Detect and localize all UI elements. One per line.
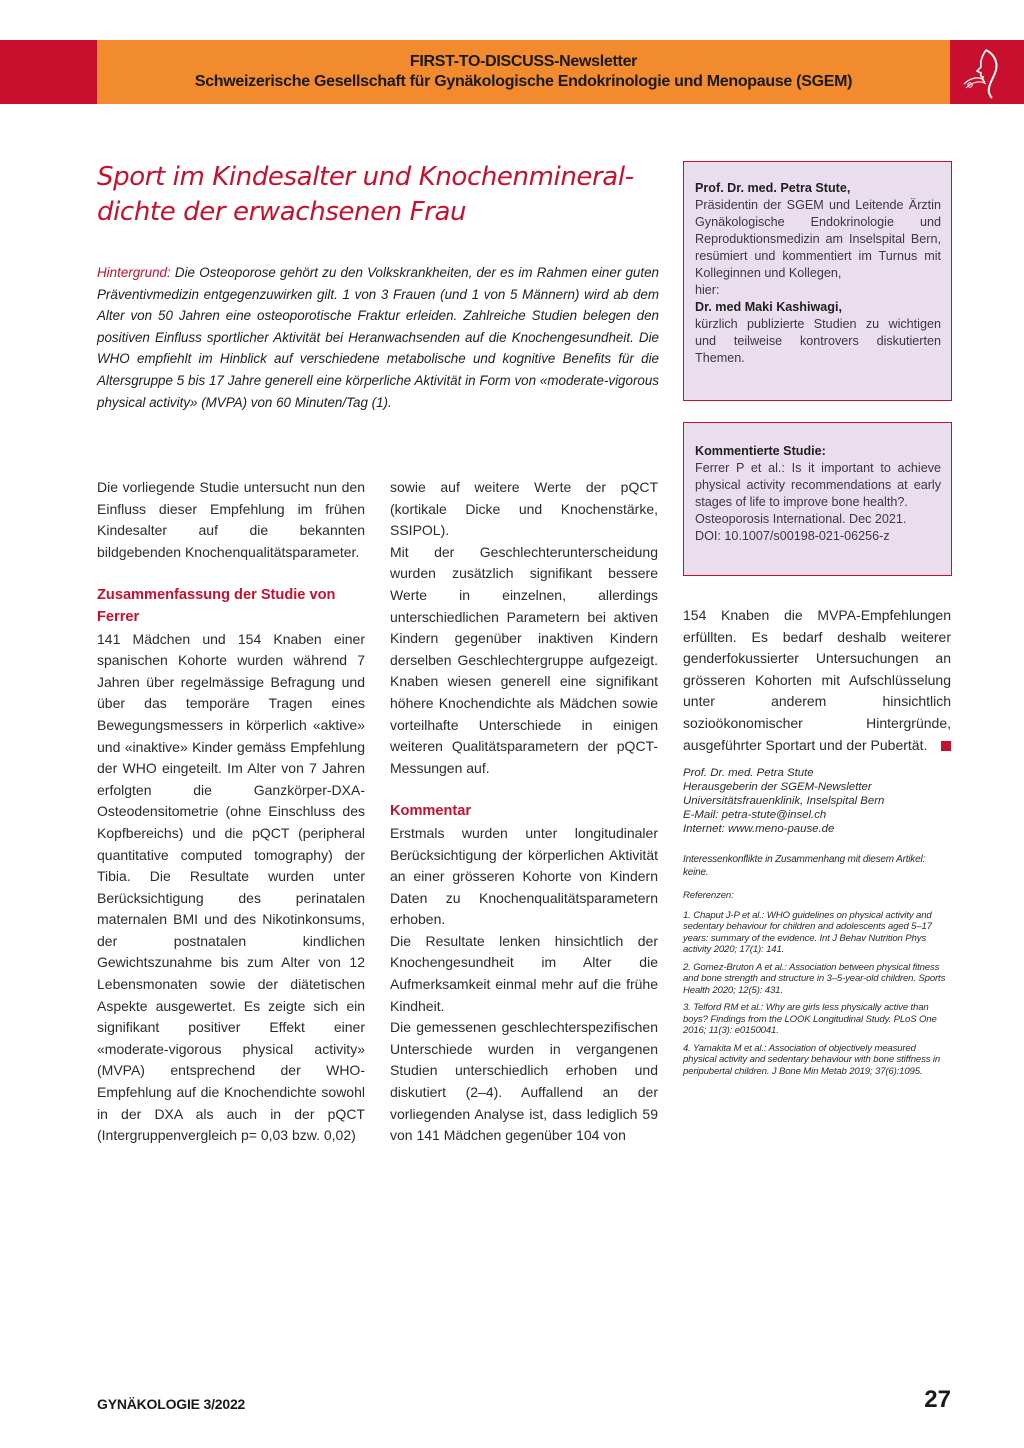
author-block	[683, 766, 951, 836]
body-paragraph	[683, 605, 951, 756]
intro-text: Die Osteoporose gehört zu den Volkskrankheiten, der es im Rahmen einer guten Präventivmedizin entgegenzuwirken gilt. 1 von 3 Frauen (und 1 von 5 Männern) wird ab dem Alter von 50 Jahren eine osteoporotische Fraktur erleiden. Zahlreiche Studien belegen den positiven Einfluss sportlicher Aktivität bei Heranwachsenden auf die Knochengesundheit. Die WHO empfiehlt im Hinblick auf verschiedene metabolische und kognitive Benefits für die Altersgruppe 5 bis 17 Jahre generell eine körperliche Aktivität in Form von «moderate-vigorous physical activity» (MVPA) von 60 Minuten/Tag (1).	[97, 265, 659, 410]
section-heading-summary: Zusammenfassung der Studie von Ferrer	[97, 587, 336, 625]
author-role: Herausgeberin der SGEM-Newsletter	[683, 781, 872, 793]
editor-description: Präsidentin der SGEM und Leitende Ärztin Gynäkologische Endokrinologie und Reproduktionsmedizin am Inselspital Bern, resümiert und kommentiert im Turnus mit Kolleginnen und Kollegen,	[695, 198, 941, 280]
editor-info-box	[683, 161, 952, 401]
intro-paragraph	[97, 262, 659, 413]
author-affiliation: Universitätsfrauenklinik, Inselspital Bern	[683, 795, 885, 807]
body-paragraph: Erstmals wurden unter longitudinaler Berücksichtigung der körperlichen Aktivität an einer grösseren Kohorte von Kindern Daten zu Knochenqualitätsparametern erhoben.	[390, 824, 658, 928]
commented-study-heading: Kommentierte Studie:	[695, 444, 826, 458]
reference-item: 4. Yamakita M et al.: Association of objectively measured physical activity and sedentary behaviour with bone stiffness in peripubertal children. J Bone Min Metab 2019; 37(6):1095.	[683, 1042, 941, 1077]
author-email[interactable]: E-Mail: petra-stute@insel.ch	[683, 809, 827, 821]
body-paragraph: Die gemessenen geschlechterspezifischen Unterschiede wurden in vergangenen Studien unterschiedlich erhoben und diskutiert (2–4). Auffallend an der vorliegenden Analyse ist, dass lediglich 59 von 141 Mädchen gegenüber 104 von	[390, 1019, 658, 1144]
author-name: Prof. Dr. med. Petra Stute	[683, 767, 814, 779]
body-paragraph: Die Resultate lenken hinsichtlich der Knochengesundheit im Alter die Aufmerksamkeit einmal mehr auf die frühe Kindheit.	[390, 932, 658, 1014]
body-paragraph-text: 154 Knaben die MVPA-Empfehlungen erfüllten. Es bedarf deshalb weiterer genderfokussierter Untersuchungen an grösseren Kohorten mit Aufschlüsselung unter anderem hinsichtlich sozioökonomischer Hintergründe, ausgeführter Sportart und der Pubertät.	[683, 607, 951, 753]
body-column-1	[97, 477, 365, 1147]
body-column-3	[683, 605, 951, 756]
body-paragraph: sowie auf weitere Werte der pQCT (kortikale Dicke und Knochenstärke, SSIPOL).	[390, 479, 658, 539]
end-of-article-square-icon	[941, 741, 951, 751]
author-website[interactable]: Internet: www.meno-pause.de	[683, 823, 835, 835]
body-column-2	[390, 477, 658, 1147]
study-journal: Osteoporosis International. Dec 2021.	[695, 512, 907, 526]
newsletter-name: FIRST-TO-DISCUSS-Newsletter	[409, 53, 638, 70]
study-doi[interactable]: DOI: 10.1007/s00198-021-06256-z	[695, 529, 890, 543]
society-name: Schweizerische Gesellschaft für Gynäkologische Endokrinologie und Menopause (SGEM)	[194, 73, 853, 90]
reference-item: 1. Chaput J-P et al.: WHO guidelines on physical activity and sedentary behaviour for children and adolescents aged 5–17 years: summary of the evidence. Int J Behav Nutrition Phys activity 2020; 17(1): 141.	[683, 909, 932, 955]
journal-issue: GYNÄKOLOGIE 3/2022	[97, 1396, 246, 1412]
references	[683, 890, 951, 1083]
references-heading: Referenzen:	[683, 890, 734, 901]
body-paragraph: 141 Mädchen und 154 Knaben einer spanischen Kohorte wurden während 7 Jahren über regelmässige Befragung und über das temporäre Tragen eines Bewegungsmessers in körperlich «aktive» und «inaktive» Kinder gemäss Empfehlung der WHO eingeteilt. Im Alter von 7 Jahren erfolgten die Ganzkörper-DXA-Osteodensitometrie (ohne Einschluss des Kopfbereichs) und die pQCT (peripheral quantitative computed tomography) der Tibia. Die Resultate wurden unter Berücksichtigung des perinatalen maternalen BMI und des Nikotinkonsums, der postnatalen kindlichen Gewichtszunahme bis zum Alter von 12 Lebensmonaten sowie der diätetischen Aspekte ausgewertet. Es zeigte sich ein signifikant positiver Effekt einer «moderate-vigorous physical activity» (MVPA) entsprechend der WHO-Empfehlung auf die Knochendichte sowohl in der DXA als auch in der pQCT (Intergruppenvergleich p= 0,03 bzw. 0,02)	[97, 630, 365, 1144]
newsletter-header	[97, 52, 950, 92]
editor-name: Prof. Dr. med. Petra Stute,	[695, 181, 851, 195]
reference-item: 3. Telford RM et al.: Why are girls less physically active than boys? Findings from the LOOK Longitudinal Study. PLoS One 2016; 11(3): e0150041.	[683, 1002, 937, 1036]
body-paragraph: Die vorliegende Studie untersucht nun den Einfluss dieser Empfehlung im frühen Kindesalter auf die bekannten bildgebenden Knochenqualitätsparameter.	[97, 479, 365, 560]
title-line-2: dichte der erwachsenen Frau	[97, 197, 467, 227]
commented-study-box	[683, 422, 952, 576]
article-title	[97, 160, 657, 230]
profile-face-logo-icon	[956, 44, 1012, 100]
intro-label: Hintergrund:	[97, 265, 171, 280]
page-number: 27	[924, 1386, 951, 1413]
commentator-description: kürzlich publizierte Studien zu wichtigen und teilweise kontrovers diskutierten Themen.	[695, 317, 941, 365]
section-heading-comment: Kommentar	[390, 803, 472, 820]
study-citation: Ferrer P et al.: Is it important to achieve physical activity recommendations at early stages of life to improve bone health?.	[695, 461, 941, 509]
conflict-of-interest: Interessenkonflikte in Zusammenhang mit diesem Artikel: keine.	[683, 854, 926, 878]
reference-item: 2. Gomez-Bruton A et al.: Association between physical fitness and bone strength and structure in 3–5-year-old children. Sports Health 2020; 12(5): 431.	[683, 961, 946, 996]
commentator-name: Dr. med Maki Kashiwagi,	[695, 300, 842, 314]
body-paragraph: Mit der Geschlechterunterscheidung wurden zusätzlich signifikant bessere Werte in einzelnen, allerdings unterschiedlichen Parametern bei aktiven Kindern gegenüber inaktiven Kindern derselben Geschlechtergruppe aufgezeigt. Knaben wiesen generell eine signifikant höhere Knochendichte als Mädchen sowie vorteilhafte Unterschiede in einigen weiteren Qualitätsparametern der pQCT-Messungen auf.	[390, 543, 658, 776]
hier-label: hier:	[695, 283, 720, 297]
title-line-1: Sport im Kindesalter und Knochenmineral-	[97, 162, 634, 192]
header-band-left	[0, 40, 97, 104]
